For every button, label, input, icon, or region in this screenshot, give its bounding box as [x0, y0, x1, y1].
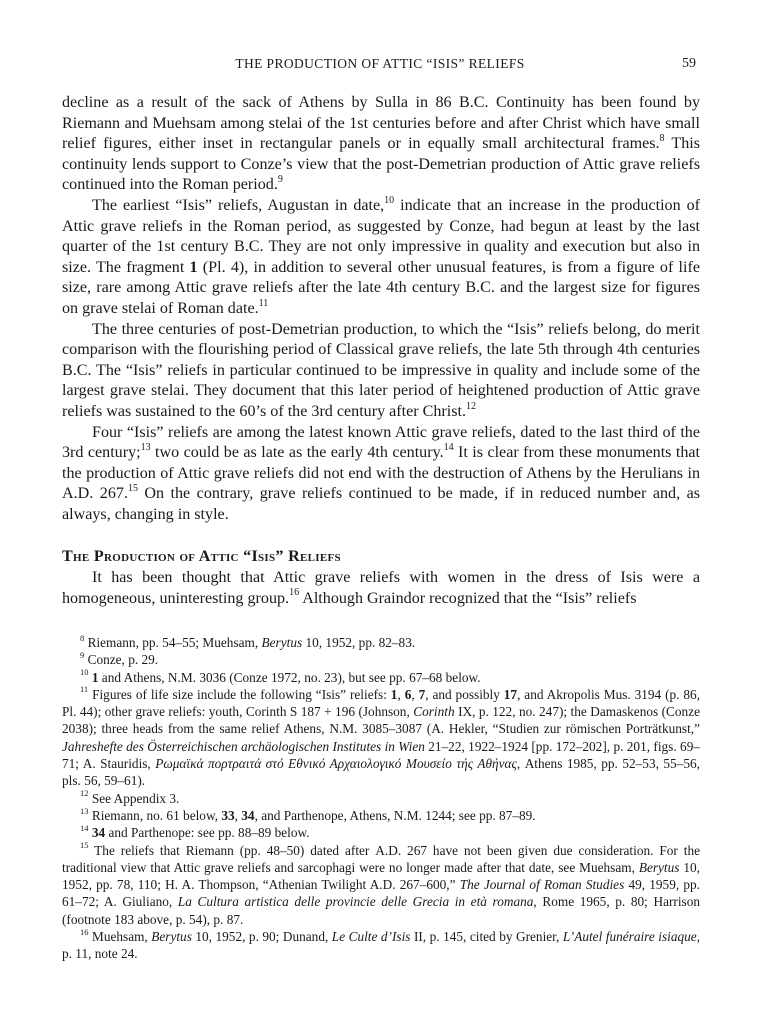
text-run: , Rome 1965, p. 80; Harrison (footnote 183 above, p. 54), p. 87.: [62, 894, 700, 927]
footnote-ref: 9: [277, 174, 283, 186]
footnotes: [62, 634, 700, 963]
footnote: [62, 807, 700, 824]
catalogue-number: 17: [503, 686, 518, 702]
italic-text: Berytus: [261, 635, 303, 650]
paragraph: [62, 93, 700, 196]
running-title: THE PRODUCTION OF ATTIC “ISIS” RELIEFS: [235, 56, 525, 71]
footnote: [62, 634, 700, 651]
text-run: indicate that an increase in the production of Attic grave reliefs in the Roman period, as suggested by Conze, had begun at least by the last quarter of the 1st century: [62, 196, 700, 256]
text-run: Figures of life size include the following “Isis” reliefs:: [88, 686, 391, 702]
text-run: Riemann, pp. 54–55; Muehsam,: [84, 635, 262, 650]
main-paragraphs: [62, 93, 700, 525]
text-run: and Parthenope: see pp. 88–89 below.: [105, 825, 310, 841]
paragraph: [62, 423, 700, 526]
text-run: ,: [397, 686, 405, 702]
text-run: The earliest “Isis” reliefs, Augustan in date,: [92, 196, 385, 214]
footnote-ref: 11: [258, 297, 269, 309]
small-caps-text: B.C: [233, 238, 260, 256]
text-run: The three centuries of post-Demetrian production, to which the “Isis” reliefs belong, do merit comparison with the flourishing period of Classical grave reliefs, the late 5th through 4th centuries: [62, 320, 700, 359]
italic-text: The Journal of Roman Studies: [459, 877, 625, 893]
footnote: [62, 686, 700, 790]
footnote-ref: 16: [289, 587, 300, 599]
section-paragraphs: [62, 568, 700, 609]
text-run: decline as a result of the sack of Athens by Sulla in 86: [62, 94, 459, 111]
footnote: [62, 928, 700, 963]
text-run: . 267.: [89, 485, 128, 503]
text-run: IX, p. 122, no. 247); the Damaskenos (Conze 2038); three heads from the same relief Athens, N.M. 3085–3087 (A. Hekler, “Studien zur römischen Porträtkunst,”: [62, 704, 700, 737]
footnote-ref: 14: [80, 822, 89, 833]
text-run: (Pl. 4), in addition to several other unusual features, is from a figure of life size, rare among Attic grave reliefs after the late 4th century: [62, 258, 700, 297]
text-run: 10, 1952, pp. 82–83.: [302, 635, 416, 650]
text-run: . and the largest size for figures on grave stelai of Roman date.: [62, 279, 700, 317]
footnote-ref: 8: [80, 632, 85, 643]
text-run: , and Parthenope, Athens, N.M. 1244; see pp. 87–89.: [254, 807, 536, 823]
footnote-ref: 16: [80, 926, 89, 937]
text-run: , p. 11, note 24.: [62, 929, 701, 962]
text-run: Riemann, no. 61 below,: [88, 807, 222, 823]
paragraph: [62, 568, 700, 609]
text-run: . They are not only impressive in quality and execution but also in size. The fragment: [62, 238, 700, 276]
text-run: . 267 have not been given due consideration. For the traditional view that Attic grave reliefs and sarcophagi were no longer made after that date, see Muehsam,: [62, 842, 700, 875]
footnote: [62, 824, 700, 841]
text-run: It is clear from these monuments that the production of Attic grave reliefs did not end with the destruction of Athens by the Herulians in: [62, 444, 700, 482]
footnote-ref: 10: [80, 667, 89, 678]
text-run: 49, 1959, pp. 61–72; A. Giuliano,: [62, 877, 701, 910]
footnote-ref: 9: [80, 649, 85, 660]
text-run: , and possibly: [425, 686, 504, 702]
body-text: [62, 93, 700, 609]
small-caps-text: A.D: [62, 485, 90, 503]
text-run: 21–22, 1922–1924 [pp. 172–202], p. 201, figs. 69–71; A. Stauridis,: [62, 738, 700, 772]
text-run: . The “Isis” reliefs in particular continued to be impressive in quality and include some of the largest grave stelai. They document that this later period of heightened production of Attic grave reliefs was sustained to the 60’s of the 3rd century after Christ.: [62, 361, 700, 420]
italic-text: Berytus: [638, 859, 680, 875]
catalogue-number: 1: [189, 258, 198, 276]
section-heading: The Production of Attic “Isis” Reliefs: [62, 548, 341, 566]
text-run: and Athens, N.M. 3036 (Conze 1972, no. 23), but see pp. 67–68 below.: [98, 669, 481, 685]
small-caps-text: B.C: [458, 94, 485, 111]
small-caps-text: B.C: [62, 361, 88, 379]
text-run: It has been thought that Attic grave reliefs with women in the dress of Isis were a homogeneous, uninteresting group.: [62, 569, 700, 607]
text-run: This continuity lends support to Conze’s view that the post-Demetrian production of Attic grave reliefs continued into the Roman period.: [62, 135, 700, 194]
italic-text: Ρωμαϊκά πορτραιτά στό Εθνικό Αρχαιολογικό Μουσείο τής Αθήνας: [155, 756, 517, 772]
footnote: [62, 669, 700, 686]
footnote: [62, 842, 700, 928]
footnote-ref: 15: [80, 840, 89, 851]
italic-text: L’Autel funéraire isiaque: [562, 929, 697, 945]
page-number: 59: [682, 56, 696, 71]
small-caps-text: B.C: [465, 279, 491, 297]
catalogue-number: 7: [418, 686, 426, 702]
italic-text: Jahreshefte des Österreichischen archäologischen Institutes in Wien: [62, 738, 425, 754]
catalogue-number: 34: [241, 807, 255, 823]
catalogue-number: 1: [390, 686, 398, 702]
text-run: 10, 1952, pp. 78, 110; H. A. Thompson, “Athenian Twilight A.D. 267–600,”: [62, 859, 700, 893]
catalogue-number: 1: [91, 669, 99, 685]
text-run: 10, 1952, p. 90; Dunand,: [191, 929, 332, 945]
text-run: ,: [411, 686, 419, 702]
running-header: [0, 56, 762, 78]
paragraph: [62, 320, 700, 423]
text-run: Muehsam,: [88, 929, 152, 945]
text-run: Although Graindor recognized that the “Isis” reliefs: [299, 589, 637, 607]
footnote-ref: 12: [80, 788, 89, 799]
footnote-ref: 11: [80, 684, 89, 695]
footnote-ref: 12: [466, 400, 477, 412]
italic-text: Corinth: [413, 704, 455, 720]
catalogue-number: 34: [91, 825, 106, 841]
text-run: ,: [234, 807, 242, 823]
text-run: two could be as late as the early 4th century.: [150, 444, 444, 462]
paragraph: [62, 196, 700, 320]
italic-text: Berytus: [151, 929, 192, 945]
catalogue-number: 33: [221, 807, 235, 823]
text-run: . Continuity has been found by Riemann and Muehsam among stelai of the 1st centuries before and after Christ which have small relief figures, either inset in rectangular panels or in equally small architectural frames.: [62, 94, 701, 153]
text-run: See Appendix 3.: [88, 790, 180, 806]
text-run: On the contrary, grave reliefs continued to be made, if in reduced number and, as always, changing in style.: [62, 485, 700, 523]
text-run: , and Akropolis Mus. 3194 (p. 86, Pl. 44); other grave reliefs: youth, Corinth S 187 + 196 (Johnson,: [62, 686, 701, 720]
catalogue-number: 6: [404, 686, 412, 702]
footnote: [62, 790, 700, 807]
footnote-ref: 8: [659, 132, 665, 144]
footnote-ref: 13: [140, 441, 151, 453]
text-run: , Athens 1985, pp. 52–53, 55–56, pls. 56, 59–61).: [62, 756, 700, 789]
text-run: The reliefs that Riemann (pp. 48–50) dated after: [88, 842, 376, 858]
footnote: [62, 651, 700, 668]
italic-text: Le Culte d’Isis: [331, 929, 411, 945]
footnote-ref: 14: [443, 441, 454, 453]
footnote-ref: 13: [80, 805, 89, 816]
text-run: Four “Isis” reliefs are among the latest known Attic grave reliefs, dated to the last third of the 3rd century;: [62, 423, 700, 462]
text-run: II, p. 145, cited by Grenier,: [410, 929, 563, 945]
small-caps-text: A.D: [375, 842, 398, 858]
footnote-ref: 10: [384, 194, 395, 206]
footnote-ref: 15: [127, 482, 138, 494]
text-run: Conze, p. 29.: [84, 652, 159, 668]
italic-text: La Cultura artistica delle provincie delle Grecia in età romana: [177, 894, 534, 910]
